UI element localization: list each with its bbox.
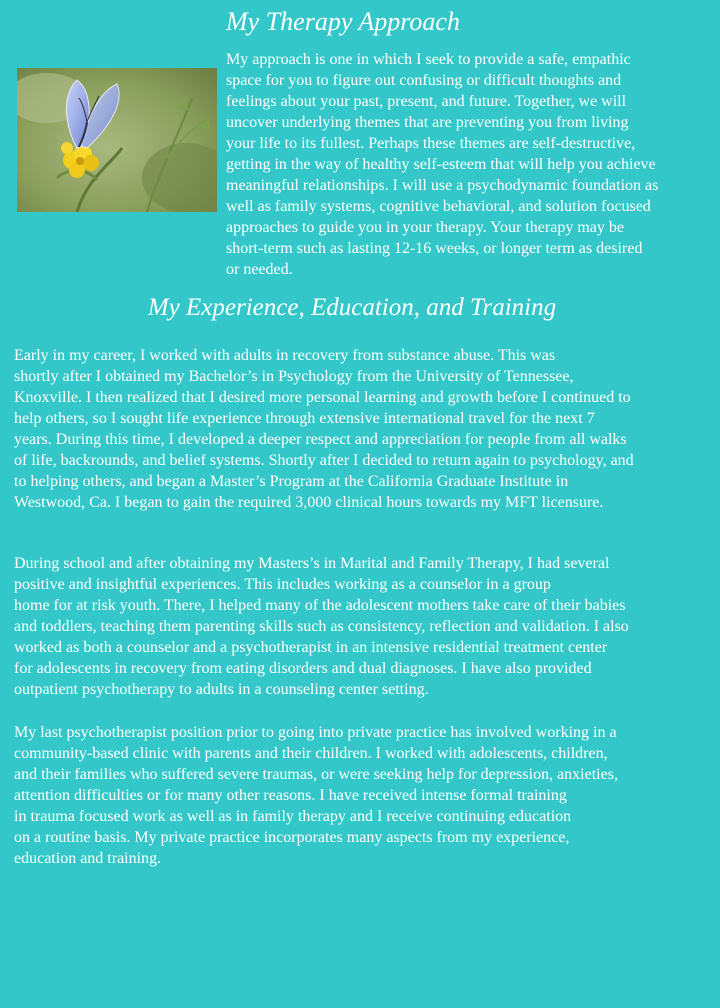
paragraph-line: Westwood, Ca. I began to gain the required 3,000 clinical hours towards my MFT licensure.	[14, 494, 604, 511]
paragraph-line: worked as both a counselor and a psychotherapist in an intensive residential treatment center	[14, 639, 608, 656]
paragraph-line: community-based clinic with parents and their children. I worked with adolescents, children,	[14, 745, 608, 762]
paragraph-line: and their families who suffered severe traumas, or were seeking help for depression, anxieties,	[14, 766, 618, 783]
paragraph-line: outpatient psychotherapy to adults in a counseling center setting.	[14, 681, 429, 698]
paragraph-line: Knoxville. I then realized that I desired more personal learning and growth before I continued to	[14, 389, 631, 406]
paragraph-line: Early in my career, I worked with adults in recovery from substance abuse. This was	[14, 347, 556, 364]
approach-line: space for you to figure out confusing or difficult thoughts and	[226, 72, 622, 89]
experience-paragraph-1	[14, 345, 634, 513]
approach-line: short-term such as lasting 12-16 weeks, or longer term as desired	[226, 240, 643, 257]
approach-paragraph	[226, 49, 658, 280]
paragraph-line: and toddlers, teaching them parenting skills such as consistency, reflection and validation. I also	[14, 618, 629, 635]
paragraph-line: for adolescents in recovery from eating disorders and dual diagnoses. I have also provided	[14, 660, 592, 677]
paragraph-line: on a routine basis. My private practice incorporates many aspects from my experience,	[14, 829, 570, 846]
paragraph-line: education and training.	[14, 850, 162, 867]
butterfly-photo	[17, 68, 217, 212]
paragraph-line: to helping others, and began a Master’s Program at the California Graduate Institute in	[14, 473, 569, 490]
approach-line: feelings about your past, present, and future. Together, we will	[226, 93, 627, 110]
paragraph-line: of life, backrounds, and belief systems. Shortly after I decided to return again to psychology, and	[14, 452, 634, 469]
approach-line: getting in the way of healthy self-esteem that will help you achieve	[226, 156, 656, 173]
paragraph-line: shortly after I obtained my Bachelor’s in Psychology from the University of Tennessee,	[14, 368, 574, 385]
paragraph-line: years. During this time, I developed a deeper respect and appreciation for people from all walks	[14, 431, 627, 448]
approach-title: My Therapy Approach	[226, 7, 460, 36]
paragraph-line: in trauma focused work as well as in family therapy and I receive continuing education	[14, 808, 572, 825]
approach-line: or needed.	[226, 261, 293, 278]
approach-line: your life to its fullest. Perhaps these themes are self-destructive,	[226, 135, 636, 152]
paragraph-line: During school and after obtaining my Masters’s in Marital and Family Therapy, I had several	[14, 555, 610, 572]
experience-paragraph-3	[14, 722, 618, 869]
paragraph-line: attention difficulties or for many other reasons. I have received intense formal training	[14, 787, 567, 804]
experience-title: My Experience, Education, and Training	[147, 294, 557, 321]
approach-line: uncover underlying themes that are preventing you from living	[226, 114, 629, 131]
experience-paragraph-2	[14, 553, 629, 700]
paragraph-line: home for at risk youth. There, I helped many of the adolescent mothers take care of their babies	[14, 597, 626, 614]
approach-line: approaches to guide you in your therapy. Your therapy may be	[226, 219, 624, 236]
approach-line: meaningful relationships. I will use a psychodynamic foundation as	[226, 177, 659, 194]
approach-line: well as family systems, cognitive behavioral, and solution focused	[226, 198, 651, 215]
paragraph-line: positive and insightful experiences. This includes working as a counselor in a group	[14, 576, 551, 593]
paragraph-line: help others, so I sought life experience through extensive international travel for the next 7	[14, 410, 595, 427]
paragraph-line: My last psychotherapist position prior to going into private practice has involved working in a	[14, 724, 617, 741]
approach-line: My approach is one in which I seek to provide a safe, empathic	[226, 51, 631, 68]
butterfly-on-flower-icon	[17, 68, 217, 212]
